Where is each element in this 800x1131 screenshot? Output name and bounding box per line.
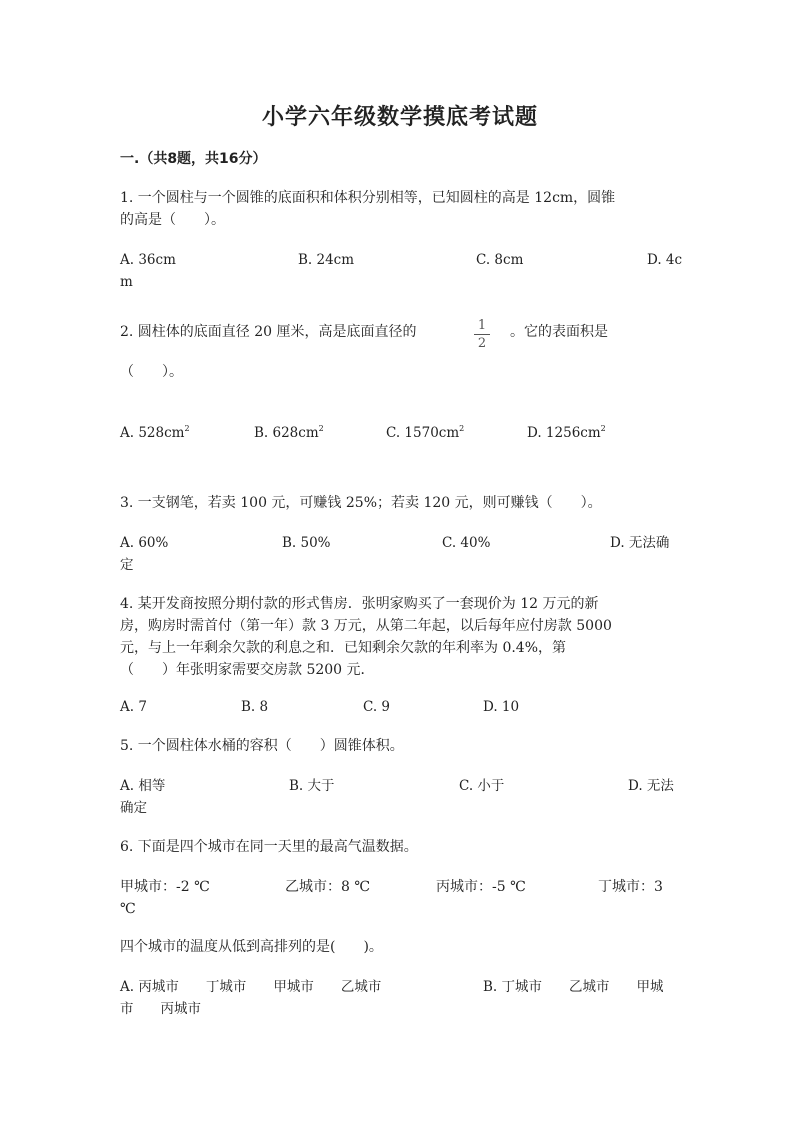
question-3-option-d: D. 无法确: [610, 535, 670, 551]
question-5-option-d: D. 无法: [628, 778, 674, 794]
question-2-line-2: （ ）。: [120, 364, 183, 380]
question-4-option-c: C. 9: [363, 699, 391, 715]
city-jia-temperature: 甲城市：-2 ℃: [120, 879, 210, 895]
question-6-option-b: B. 丁城市 乙城市 甲城: [483, 979, 664, 995]
unit-superscript: 2: [318, 424, 324, 433]
unit-superscript: 2: [600, 424, 606, 433]
question-2-option-a-text: A. 528cm: [120, 425, 185, 441]
page-title: 小学六年级数学摸底考试题: [261, 105, 538, 130]
question-5-option-a: A. 相等: [120, 778, 166, 794]
question-6-line-2: 四个城市的温度从低到高排列的是( )。: [120, 939, 383, 955]
question-1-option-b: B. 24cm: [298, 252, 355, 268]
question-1-option-a: A. 36cm: [120, 252, 176, 268]
question-4-line-1: 4. 某开发商按照分期付款的形式售房．张明家购买了一套现价为 12 万元的新: [120, 596, 599, 612]
city-ding-temperature-wrap: ℃: [120, 901, 136, 917]
question-4-line-4: （ ）年张明家需要交房款 5200 元．: [120, 662, 375, 678]
city-yi-temperature: 乙城市：8 ℃: [285, 879, 371, 895]
unit-superscript: 2: [184, 424, 190, 433]
question-4-line-2: 房，购房时需首付（第一年）款 3 万元，从第二年起，以后每年应付房款 5000: [120, 618, 612, 634]
unit-superscript: 2: [459, 424, 465, 433]
question-3-option-a: A. 60%: [120, 535, 169, 551]
question-2-option-b: [254, 418, 324, 444]
question-4-option-b: B. 8: [241, 699, 269, 715]
fraction-bar: [474, 334, 490, 335]
question-2-option-a: [120, 418, 190, 444]
question-1-line-1: 1. 一个圆柱与一个圆锥的底面积和体积分别相等，已知圆柱的高是 12cm，圆锥: [120, 190, 616, 206]
fraction-numerator: 1: [477, 318, 487, 333]
city-bing-temperature: 丙城市：-5 ℃: [436, 879, 526, 895]
question-2-option-d: [527, 418, 606, 444]
question-6-option-a: A. 丙城市 丁城市 甲城市 乙城市: [120, 979, 382, 995]
question-1-line-2: 的高是（ ）。: [120, 212, 225, 228]
question-3-option-c: C. 40%: [442, 535, 491, 551]
question-3-option-b: B. 50%: [282, 535, 331, 551]
question-5-option-c: C. 小于: [459, 778, 505, 794]
question-2-option-b-text: B. 628cm: [254, 425, 319, 441]
question-1-option-d: D. 4c: [647, 252, 683, 268]
question-2-line-1-post: 。它的表面积是: [510, 324, 608, 340]
question-4-option-a: A. 7: [120, 699, 147, 715]
question-2-line-1-pre: 2. 圆柱体的底面直径 20 厘米，高是底面直径的: [120, 324, 417, 340]
question-6-line-1: 6. 下面是四个城市在同一天里的最高气温数据。: [120, 839, 418, 855]
question-1-option-d-wrap: m: [120, 274, 133, 290]
question-3-line-1: 3. 一支钢笔，若卖 100 元，可赚钱 25%；若卖 120 元，则可赚钱（ ）。: [120, 495, 602, 511]
question-1-option-c: C. 8cm: [476, 252, 524, 268]
question-5-option-b: B. 大于: [289, 778, 335, 794]
section-heading: 一.（共8题，共16分）: [120, 151, 267, 167]
question-2-option-c: [386, 418, 464, 444]
fraction-denominator: 2: [477, 336, 487, 351]
question-3-option-d-wrap: 定: [120, 557, 134, 573]
question-5-line-1: 5. 一个圆柱体水桶的容积（ ）圆锥体积。: [120, 738, 404, 754]
question-4-option-d: D. 10: [483, 699, 520, 715]
question-6-option-b-wrap: 市 丙城市: [120, 1001, 201, 1017]
city-ding-temperature: 丁城市：3: [598, 879, 663, 895]
question-4-line-3: 元，与上一年剩余欠款的利息之和．已知剩余欠款的年利率为 0.4%，第: [120, 640, 567, 656]
question-2-option-c-text: C. 1570cm: [386, 425, 460, 441]
question-5-option-d-wrap: 确定: [120, 800, 147, 816]
fraction-one-half: [472, 318, 492, 351]
question-2-option-d-text: D. 1256cm: [527, 425, 601, 441]
